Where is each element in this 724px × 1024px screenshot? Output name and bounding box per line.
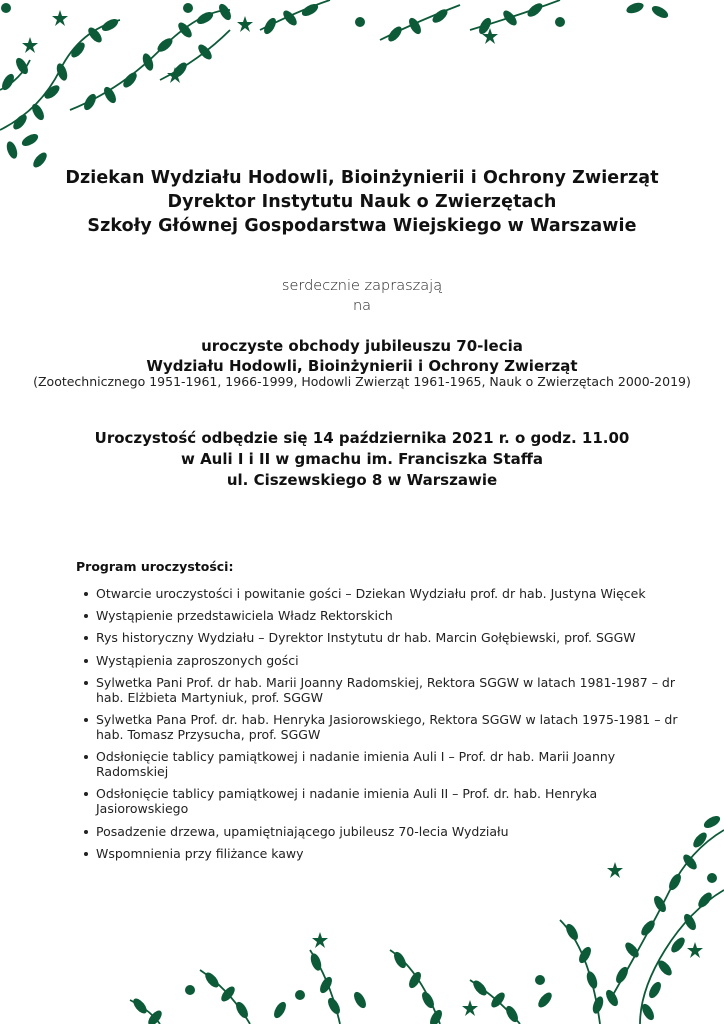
program-title: Program uroczystości: <box>76 559 234 574</box>
jubilee-history: (Zootechnicznego 1951-1961, 1966-1999, Hodowli Zwierząt 1961-1965, Nauk o Zwierzętach 2000-2019) <box>33 374 691 389</box>
list-item: Wystąpienia zaproszonych gości <box>80 653 680 668</box>
organizers-header <box>0 166 724 238</box>
venue-details <box>0 428 724 491</box>
list-item: Rys historyczny Wydziału – Dyrektor Instytutu dr hab. Marcin Gołębiewski, prof. SGGW <box>80 630 680 645</box>
list-item: Posadzenie drzewa, upamiętniającego jubileusz 70-lecia Wydziału <box>80 824 680 839</box>
invitation-text <box>0 276 724 316</box>
list-item: Wspomnienia przy filiżance kawy <box>80 846 680 861</box>
list-item: Sylwetka Pana Prof. dr. hab. Henryka Jasiorowskiego, Rektora SGGW w latach 1975-1981 – dr hab. Tomasz Przysucha, prof. SGGW <box>80 712 680 742</box>
list-item: Otwarcie uroczystości i powitanie gości – Dziekan Wydziału prof. dr hab. Justyna Więcek <box>80 586 680 601</box>
invite-line: serdecznie zapraszają <box>281 278 443 294</box>
list-item: Sylwetka Pani Prof. dr hab. Marii Joanny Radomskiej, Rektora SGGW w latach 1981-1987 – dr hab. Elżbieta Martyniuk, prof. SGGW <box>80 675 680 705</box>
list-item: Odsłonięcie tablicy pamiątkowej i nadanie imienia Auli II – Prof. dr. hab. Henryka Jasiorowskiego <box>80 786 680 816</box>
jubilee-line: uroczyste obchody jubileuszu 70-lecia <box>201 337 523 355</box>
organizer-director: Dyrektor Instytutu Nauk o Zwierzętach <box>167 192 557 212</box>
list-item: Odsłonięcie tablicy pamiątkowej i nadanie imienia Auli I – Prof. dr hab. Marii Joanny Radomskiej <box>80 749 680 779</box>
venue-date: Uroczystość odbędzie się 14 października 2021 r. o godz. 11.00 <box>94 429 630 447</box>
jubilee-title <box>0 336 724 376</box>
program-list <box>80 586 680 868</box>
jubilee-line: Wydziału Hodowli, Bioinżynierii i Ochrony Zwierząt <box>146 357 578 375</box>
venue-hall: w Auli I i II w gmachu im. Franciszka Staffa <box>180 450 544 468</box>
list-item: Wystąpienie przedstawiciela Władz Rektorskich <box>80 608 680 623</box>
organizer-dean: Dziekan Wydziału Hodowli, Bioinżynierii i Ochrony Zwierząt <box>65 168 659 188</box>
organizer-university: Szkoły Głównej Gospodarstwa Wiejskiego w Warszawie <box>87 216 637 236</box>
venue-address: ul. Ciszewskiego 8 w Warszawie <box>226 471 498 489</box>
invite-line: na <box>352 298 372 314</box>
